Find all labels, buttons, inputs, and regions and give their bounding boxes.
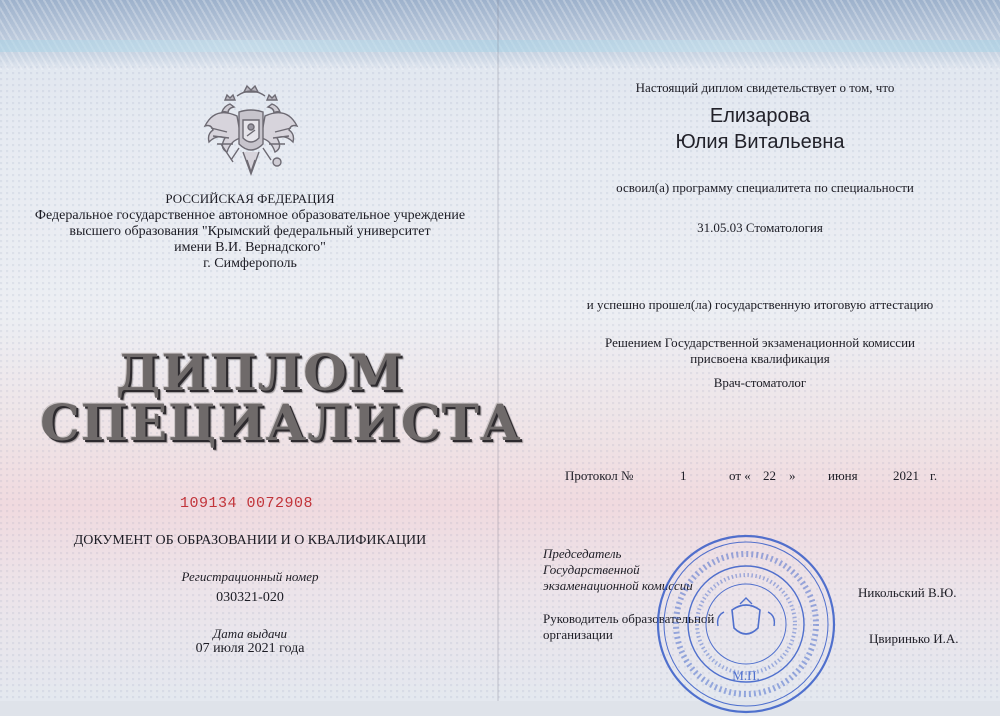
seal-mark: М.П. [732,668,760,683]
protocol-from: от « [729,468,751,483]
official-seal-stamp [654,532,838,716]
chairman-name: Никольский В.Ю. [858,585,957,600]
diploma-title-line-2: СПЕЦИАЛИСТА [40,393,522,452]
document-type: ДОКУМЕНТ ОБ ОБРАЗОВАНИИ И О КВАЛИФИКАЦИИ [73,533,427,548]
graduate-surname: Елизарова [709,105,811,127]
institution-line-3: имени В.И. Вернадского" [174,240,326,255]
certification-intro: Настоящий диплом свидетельствует о том, что [635,80,895,95]
protocol-year: 2021 [893,468,919,483]
chairman-title-line-3: экзаменационной комиссии [543,578,693,593]
commission-decision-line-2: присвоена квалификация [690,351,830,366]
center-fold [497,0,499,701]
protocol-year-suffix: г. [930,468,938,483]
program-statement: освоил(а) программу специалитета по специальности [616,180,914,195]
graduate-given-names: Юлия Витальевна [675,131,845,153]
head-title-line-1: Руководитель образовательной [543,611,715,626]
registration-number-value: 030321-020 [216,590,284,605]
chairman-title-line-1: Председатель [543,546,622,561]
institution-line-1: Федеральное государственное автономное образовательное учреждение [34,208,466,223]
diploma-title-line-1: ДИПЛОМ [115,343,405,402]
double-headed-eagle-emblem-icon [197,82,305,190]
protocol-month: июня [828,468,858,483]
specialty: 31.05.03 Стоматология [697,220,823,235]
issue-date-label: Дата выдачи [212,626,288,641]
registration-number-label: Регистрационный номер [181,569,319,584]
protocol-number: 1 [680,468,687,483]
commission-decision-line-1: Решением Государственной экзаменационной комиссии [605,335,915,350]
protocol-close-quote: » [789,468,796,483]
top-decorative-band [0,0,1000,70]
protocol-label: Протокол № [565,468,634,483]
country-name: РОССИЙСКАЯ ФЕДЕРАЦИЯ [165,191,335,206]
head-name: Цвиринько И.А. [869,631,959,646]
qualification: Врач-стоматолог [713,375,807,390]
head-title-line-2: организации [543,627,613,642]
protocol-day: 22 [763,468,776,483]
issue-date-value: 07 июля 2021 года [195,641,305,656]
serial-number: 109134 0072908 [180,495,314,512]
chairman-title-line-2: Государственной [543,562,640,577]
institution-line-2: высшего образования "Крымский федеральный университет [69,224,431,239]
institution-city: г. Симферополь [203,256,297,271]
attestation-statement: и успешно прошел(ла) государственную итоговую аттестацию [586,297,934,312]
